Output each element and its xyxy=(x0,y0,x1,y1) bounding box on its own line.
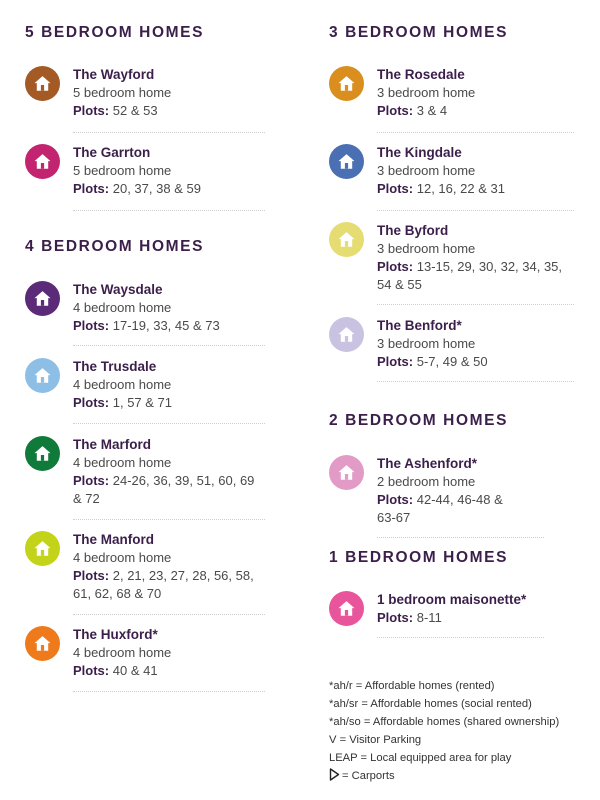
divider xyxy=(377,381,574,382)
plots-label: Plots: xyxy=(73,663,110,678)
section-title-2-bedroom: 2 BEDROOM HOMES xyxy=(329,412,509,429)
plots-value: 13-15, 29, 30, 32, 34, 35, 54 & 55 xyxy=(377,259,563,292)
plots-value: 40 & 41 xyxy=(112,663,158,678)
home-name: The Garrton xyxy=(73,145,151,160)
home-name: The Benford* xyxy=(377,318,462,333)
divider xyxy=(377,304,574,305)
house-icon xyxy=(329,317,364,352)
divider xyxy=(377,637,544,638)
house-icon xyxy=(329,144,364,179)
divider xyxy=(73,210,265,211)
plots-value: 24-26, 36, 39, 51, 60, 69 & 72 xyxy=(73,473,255,506)
plots-label: Plots: xyxy=(73,395,110,410)
home-type: 4 bedroom home xyxy=(73,300,172,315)
plots-label: Plots: xyxy=(377,259,414,274)
divider xyxy=(73,691,265,692)
home-name: The Manford xyxy=(73,532,154,547)
house-icon xyxy=(25,436,60,471)
home-type: 4 bedroom home xyxy=(73,377,172,392)
home-type: 2 bedroom home xyxy=(377,474,476,489)
note-affordable-social-rented: *ah/sr = Affordable homes (social rented) xyxy=(329,698,532,710)
note-leap: LEAP = Local equipped area for play xyxy=(329,752,512,764)
home-name: The Kingdale xyxy=(377,145,462,160)
house-icon xyxy=(25,281,60,316)
house-icon xyxy=(329,455,364,490)
home-name: The Wayford xyxy=(73,67,155,82)
legend-notes xyxy=(329,677,591,785)
home-type: 4 bedroom home xyxy=(73,645,172,660)
plots-value: 20, 37, 38 & 59 xyxy=(112,181,201,196)
home-type: 5 bedroom home xyxy=(73,85,172,100)
divider xyxy=(73,345,265,346)
house-icon xyxy=(329,591,364,626)
carport-icon xyxy=(329,768,340,781)
home-name: The Rosedale xyxy=(377,67,465,82)
home-name: The Marford xyxy=(73,437,152,452)
note-affordable-rented: *ah/r = Affordable homes (rented) xyxy=(329,680,495,692)
house-icon xyxy=(25,144,60,179)
home-wayford xyxy=(25,66,265,132)
divider xyxy=(73,519,265,520)
plots-label: Plots: xyxy=(73,103,110,118)
plots-label: Plots: xyxy=(377,610,414,625)
note-carports: = Carports xyxy=(342,770,395,782)
plots-label: Plots: xyxy=(377,354,414,369)
plots-value: 8-11 xyxy=(416,610,442,625)
note-visitor-parking: V = Visitor Parking xyxy=(329,734,422,746)
divider xyxy=(377,132,574,133)
home-type: 3 bedroom home xyxy=(377,163,476,178)
section-title-5-bedroom: 5 BEDROOM HOMES xyxy=(25,24,205,41)
plots-label: Plots: xyxy=(377,492,414,507)
divider xyxy=(73,614,265,615)
section-title-4-bedroom: 4 BEDROOM HOMES xyxy=(25,238,205,255)
plots-value: 5-7, 49 & 50 xyxy=(416,354,488,369)
house-icon xyxy=(25,358,60,393)
house-icon xyxy=(25,66,60,101)
home-name: The Waysdale xyxy=(73,282,163,297)
divider xyxy=(377,537,544,538)
home-type: 4 bedroom home xyxy=(73,550,172,565)
home-name: The Ashenford* xyxy=(377,456,478,471)
home-type: 3 bedroom home xyxy=(377,85,476,100)
home-type: 4 bedroom home xyxy=(73,455,172,470)
plots-value: 17-19, 33, 45 & 73 xyxy=(112,318,220,333)
house-icon xyxy=(329,222,364,257)
section-title-3-bedroom: 3 BEDROOM HOMES xyxy=(329,24,509,41)
plots-value: 42-44, 46-48 & 63-67 xyxy=(377,492,503,525)
plots-value: 1, 57 & 71 xyxy=(112,395,173,410)
section-title-1-bedroom: 1 BEDROOM HOMES xyxy=(329,549,509,566)
divider xyxy=(377,210,574,211)
note-carports-row xyxy=(329,767,591,785)
plots-label: Plots: xyxy=(73,473,110,488)
plots-label: Plots: xyxy=(73,181,110,196)
note-affordable-shared-ownership: *ah/so = Affordable homes (shared ownership) xyxy=(329,716,560,728)
divider xyxy=(73,132,265,133)
plots-value: 52 & 53 xyxy=(112,103,158,118)
plots-label: Plots: xyxy=(73,568,110,583)
house-icon xyxy=(25,626,60,661)
home-type: 3 bedroom home xyxy=(377,336,476,351)
divider xyxy=(73,423,265,424)
plots-label: Plots: xyxy=(377,181,414,196)
house-icon xyxy=(25,531,60,566)
home-name: The Huxford* xyxy=(73,627,158,642)
plots-value: 2, 21, 23, 27, 28, 56, 58, 61, 62, 68 & 70 xyxy=(73,568,254,601)
home-name: 1 bedroom maisonette* xyxy=(377,592,527,607)
plots-label: Plots: xyxy=(73,318,110,333)
plots-value: 12, 16, 22 & 31 xyxy=(416,181,505,196)
home-type: 5 bedroom home xyxy=(73,163,172,178)
home-name: The Byford xyxy=(377,223,449,238)
house-icon xyxy=(329,66,364,101)
plots-value: 3 & 4 xyxy=(416,103,448,118)
plots-label: Plots: xyxy=(377,103,414,118)
home-name: The Trusdale xyxy=(73,359,157,374)
home-type: 3 bedroom home xyxy=(377,241,476,256)
